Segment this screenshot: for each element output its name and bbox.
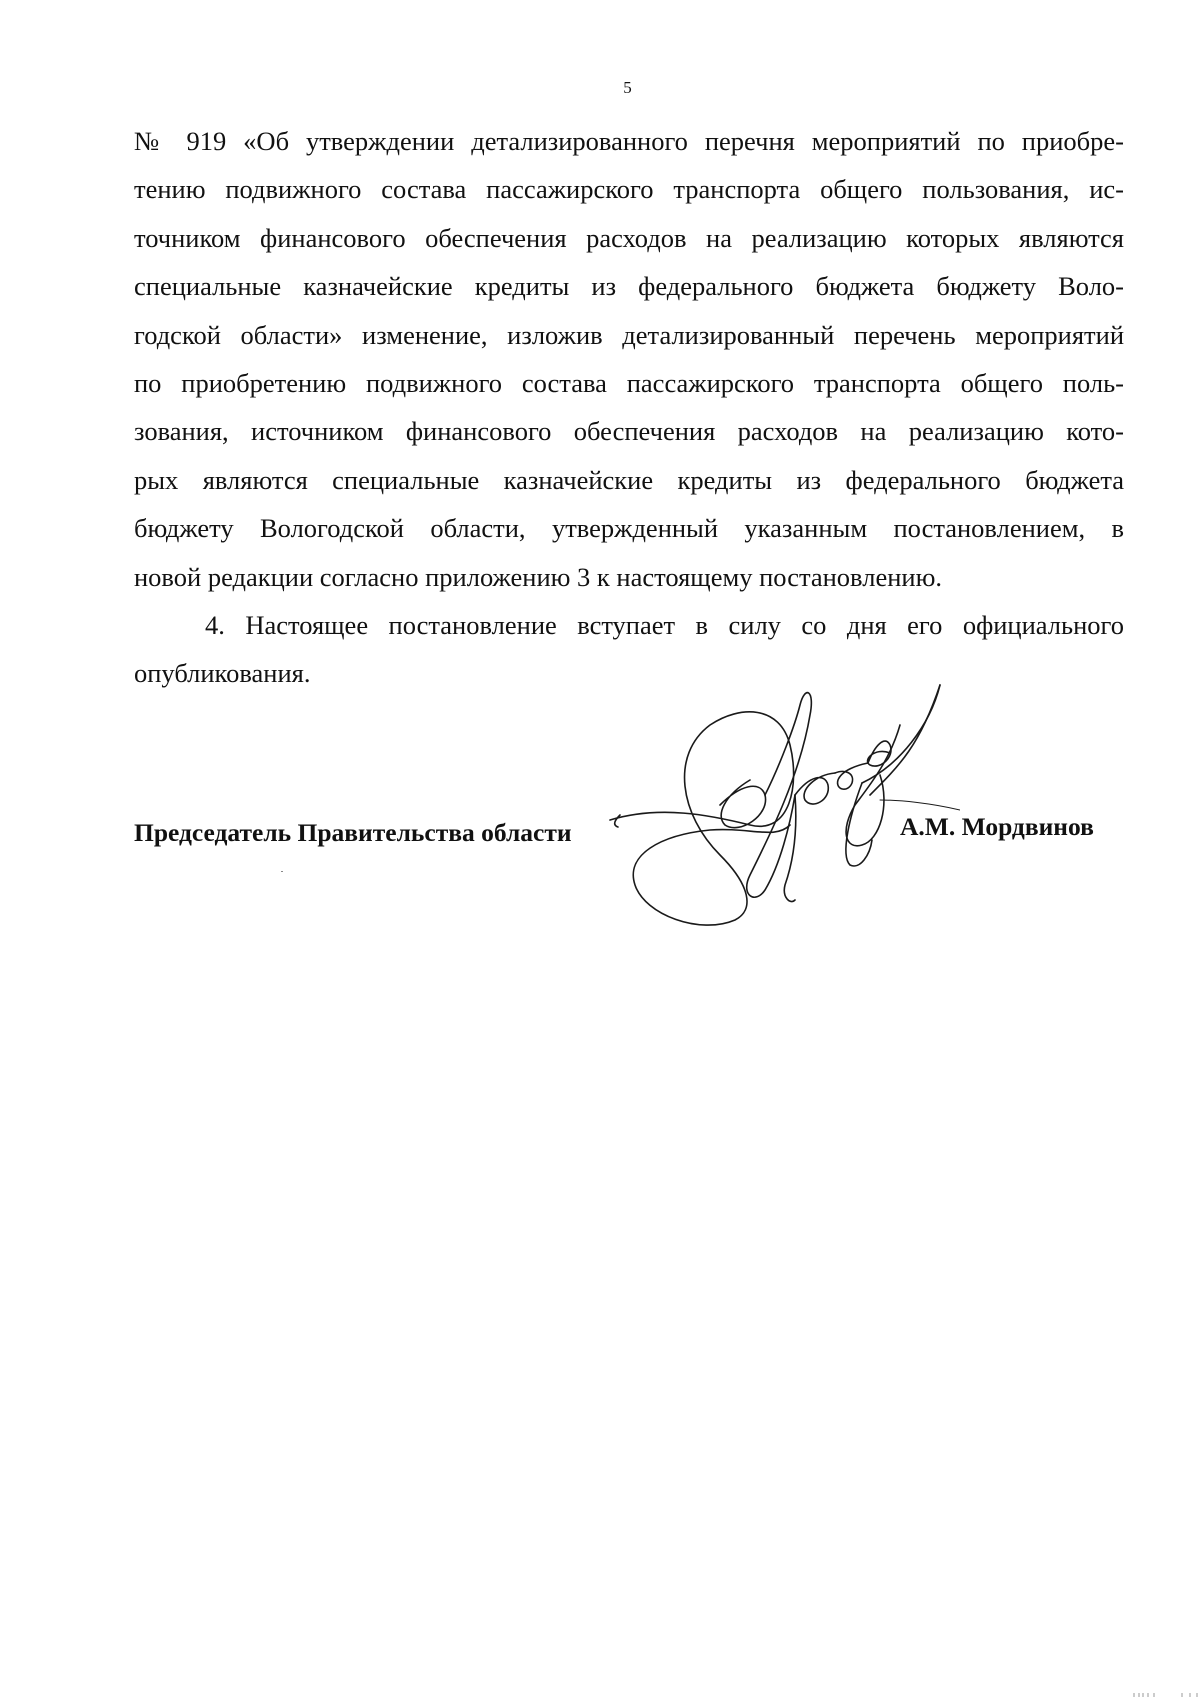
text-line: рых являются специальные казначейские кредиты из федерального бюджета [134,464,1124,495]
text-line: новой редакции согласно приложению 3 к настоящему постановлению. [134,561,942,592]
scan-speck [281,871,283,872]
paragraph-4-line: опубликования. [134,658,311,689]
text-line: точником финансового обеспечения расходов на реализацию которых являются [134,222,1124,253]
signatory-title: Председатель Правительства области [134,818,572,847]
text-line: по приобретению подвижного состава пассажирского транспорта общего поль- [134,368,1124,399]
text-line: специальные казначейские кредиты из федерального бюджета бюджету Воло- [134,271,1124,302]
paragraph-4-line: 4. Настоящее постановление вступает в силу со дня его официального [205,610,1124,641]
page-number: 5 [623,78,632,97]
text-line: бюджету Вологодской области, утвержденный указанным постановлением, в [134,513,1124,544]
text-line: № 919 «Об утверждении детализированного перечня мероприятий по приобре- [134,126,1124,156]
scan-edge-marks [1130,1693,1200,1697]
text-line: зования, источником финансового обеспечения расходов на реализацию кото- [134,416,1124,447]
text-line: тению подвижного состава пассажирского транспорта общего пользования, ис- [134,174,1124,205]
handwritten-signature [600,665,960,945]
document-body [134,117,1124,698]
signatory-name: А.М. Мордвинов [900,812,1094,841]
text-line: годской области» изменение, изложив детализированный перечень мероприятий [134,319,1124,350]
